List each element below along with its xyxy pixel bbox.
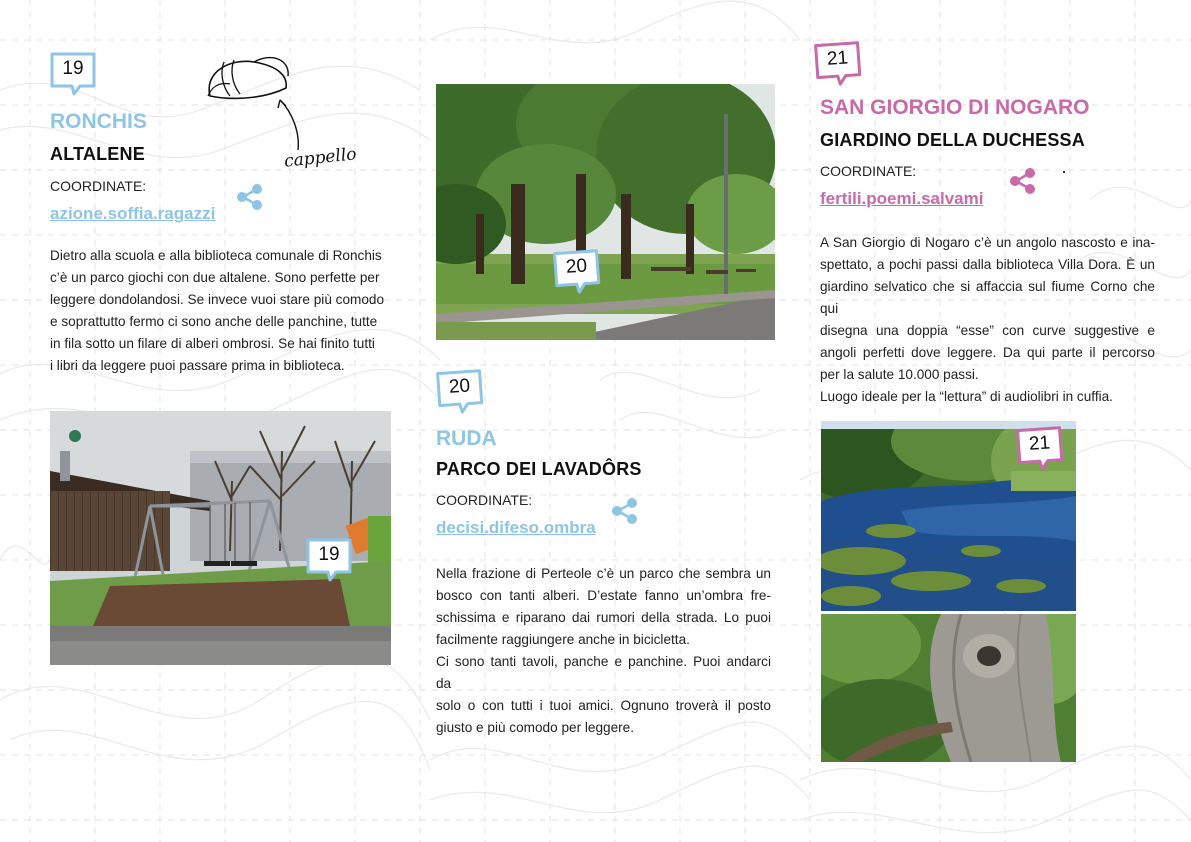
- description-line: bosco con tanti alberi. D’estate fanno un’ombra fre-: [436, 588, 771, 603]
- share-icon[interactable]: [1009, 167, 1037, 195]
- photo-badge-number: 20: [565, 255, 588, 278]
- description-line: angoli perfetti dove leggere. Da qui parte il percorso: [820, 345, 1155, 360]
- description-line: Ci sono tanti tavoli, panche e panchine. Puoi andarci da: [436, 654, 771, 691]
- spot-name: PARCO DEI LAVADÔRS: [436, 459, 642, 479]
- dot-mark: [1063, 171, 1065, 173]
- description-line: c’è un parco giochi con due altalene. Sono perfette per: [50, 270, 380, 285]
- description-line: facilmente raggiungere anche in bicicletta.: [436, 632, 690, 647]
- photo-badge-number: 19: [318, 544, 340, 565]
- place-name: RONCHIS: [50, 110, 147, 133]
- description-line: i libri da leggere puoi passare prima in biblioteca.: [50, 358, 345, 373]
- river-photo: [821, 421, 1076, 611]
- description-line: solo o con tutti i tuoi amici. Ognuno troverà il posto: [436, 698, 771, 713]
- coordinates-link[interactable]: fertili.poemi.salvami: [820, 189, 984, 208]
- place-name: SAN GIORGIO DI NOGARO: [820, 96, 1090, 119]
- description-line: e soprattutto fermo ci sono anche delle panchine, tutte: [50, 314, 378, 329]
- description-line: A San Giorgio di Nogaro c’è un angolo nascosto e ina-: [820, 235, 1155, 250]
- number-badge: [813, 40, 866, 89]
- photo-badge: [552, 248, 605, 297]
- photo-badge: [1015, 425, 1068, 474]
- coordinates-link[interactable]: azione.soffia.ragazzi: [50, 204, 216, 223]
- playground-photo: [50, 411, 391, 665]
- description-line: disegna una doppia “esse” con curve suggestive e: [820, 323, 1155, 338]
- park-photo: [436, 84, 775, 340]
- share-icon[interactable]: [611, 497, 639, 525]
- description-line: in fila sotto un filare di alberi ombrosi. Se hai finito tutti: [50, 336, 375, 351]
- tree-trunk-photo: [821, 614, 1076, 762]
- badge-number: 21: [826, 47, 849, 70]
- description-line: Dietro alla scuola e alla biblioteca comunale di Ronchis: [50, 248, 382, 263]
- description-line: Luogo ideale per la “lettura” di audiolibri in cuffia.: [820, 389, 1113, 404]
- description-line: schissima e riparano dai rumori della strada. Lo puoi: [436, 610, 771, 625]
- photo-badge-number: 21: [1028, 432, 1051, 455]
- description-line: Nella frazione di Perteole c’è un parco che sembra un: [436, 566, 771, 581]
- badge-number: 19: [62, 58, 84, 79]
- spot-name: ALTALENE: [50, 144, 145, 164]
- spot-name: GIARDINO DELLA DUCHESSA: [820, 130, 1085, 150]
- description: [436, 563, 771, 739]
- place-name: RUDA: [436, 427, 497, 450]
- description-line: per la salute 10.000 passi.: [820, 367, 979, 382]
- coordinates-label: COORDINATE:: [436, 492, 533, 508]
- coordinates-link[interactable]: decisi.difeso.ombra: [436, 518, 596, 537]
- description-line: giusto e più comodo per leggere.: [436, 720, 634, 735]
- share-icon[interactable]: [236, 183, 264, 211]
- badge-number: 20: [448, 375, 471, 398]
- sketch-label: cappello: [283, 144, 358, 172]
- coordinates-label: COORDINATE:: [50, 178, 147, 194]
- photo-badge: [306, 538, 356, 584]
- description-line: spettato, a pochi passi dalla biblioteca Villa Dora. È un: [820, 257, 1155, 272]
- description: [820, 232, 1155, 408]
- number-badge: [50, 52, 100, 98]
- description: [50, 245, 386, 377]
- description-line: leggere dondolandosi. Se invece vuoi stare più comodo: [50, 292, 385, 307]
- number-badge: [435, 368, 488, 417]
- description-line: giardino selvatico che si affaccia sul fiume Corno che qui: [820, 279, 1155, 316]
- coordinates-label: COORDINATE:: [820, 163, 917, 179]
